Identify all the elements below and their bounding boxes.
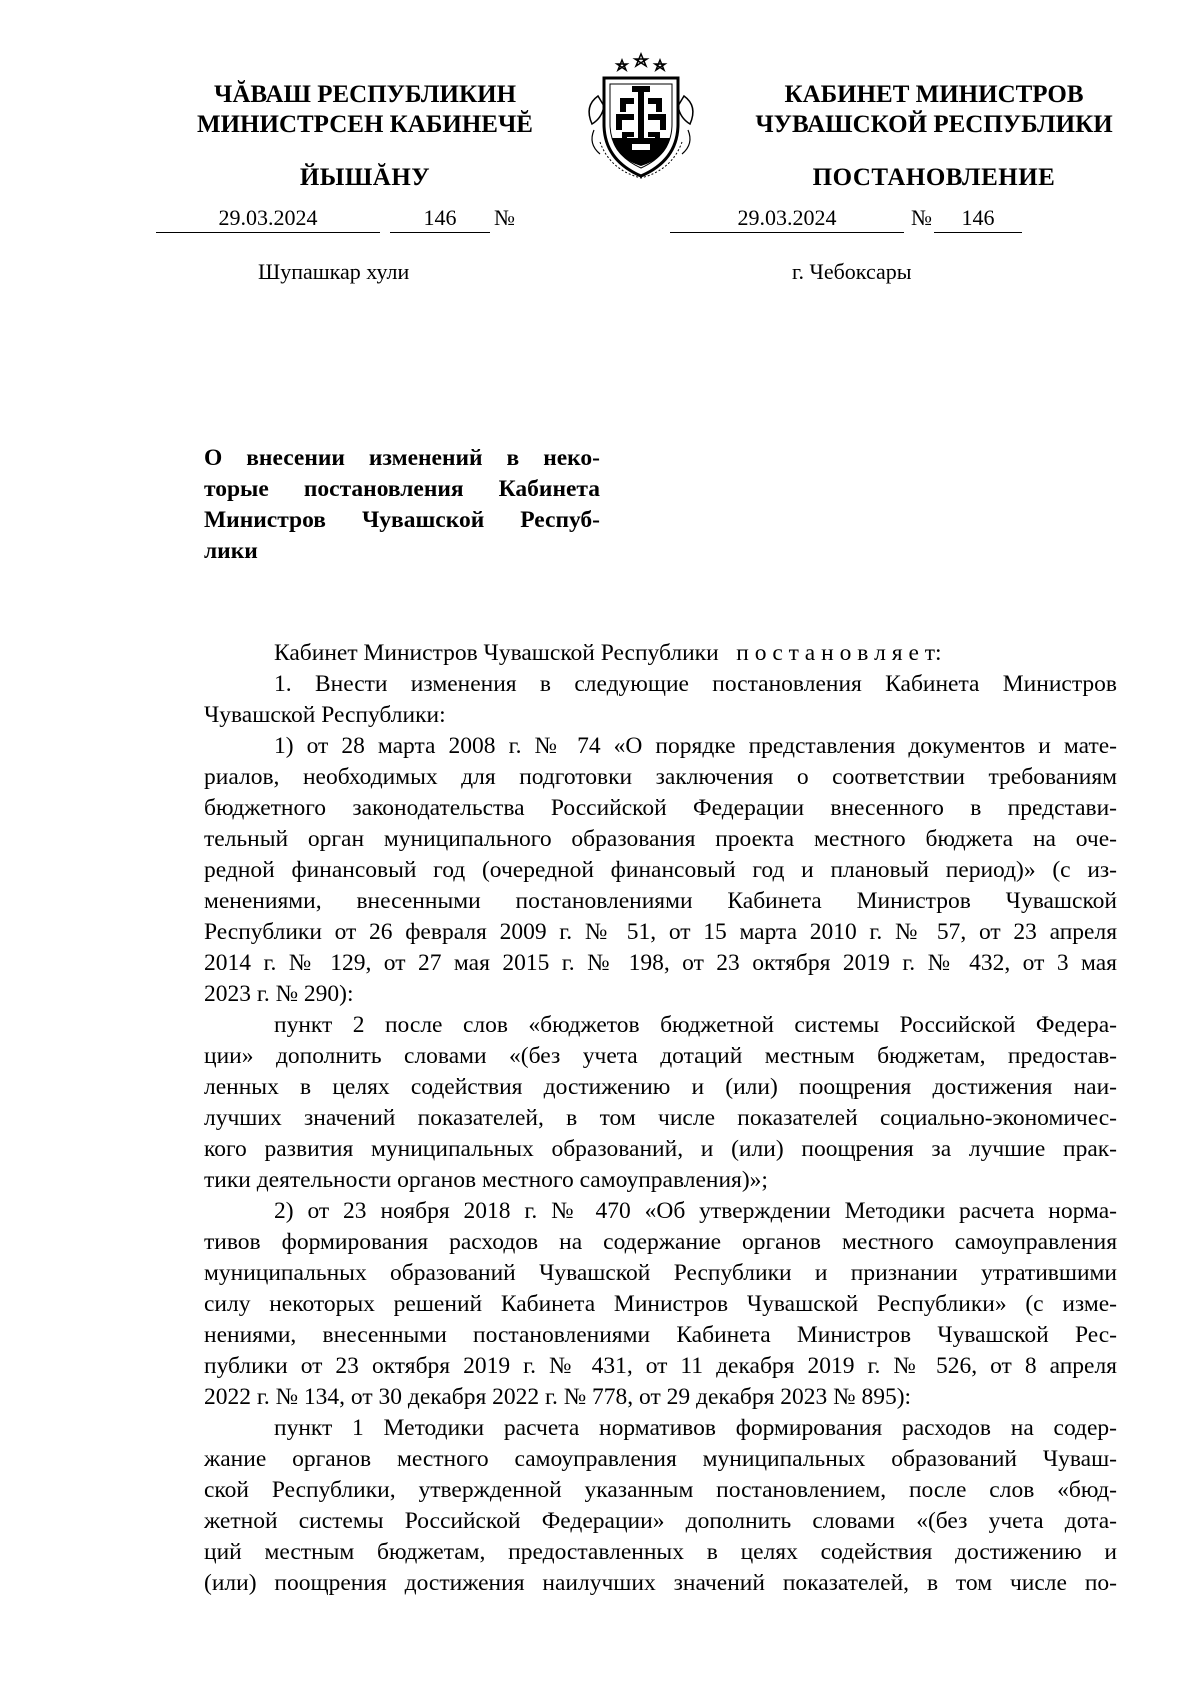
header-left-date: 29.03.2024	[156, 204, 380, 233]
header-left-org-name	[160, 80, 570, 140]
body-line: пункт 1 Методики расчета нормативов формирования расходов на содер-	[274, 1415, 1117, 1441]
body-intro-text: Кабинет Министров Чувашской Республики	[274, 640, 719, 666]
body-line: (или) поощрения достижения наилучших значений показателей, в том числе по-	[204, 1570, 1117, 1596]
header-right-date: 29.03.2024	[670, 204, 904, 233]
subject-line: О внесении изменений в неко-	[204, 445, 600, 471]
body-line: тики деятельности органов местного самоуправления)»;	[204, 1167, 768, 1193]
header-right-number-sign: №	[911, 205, 932, 230]
body-line: публики от 23 октября 2019 г. № 431, от 11 декабря 2019 г. № 526, от 8 апреля	[204, 1353, 1117, 1379]
body-line: бюджетного законодательства Российской Федерации внесенного в представи-	[204, 795, 1117, 821]
header-right-doc-type: ПОСТАНОВЛЕНИЕ	[812, 164, 1056, 191]
document-body	[204, 638, 1117, 1599]
header-left-doc-type: ЙЫШĂНУ	[299, 164, 431, 191]
body-line: ской Республики, утвержденной указанным постановлением, после слов «бюд-	[204, 1477, 1117, 1503]
body-line: жетной системы Российской Федерации» дополнить словами «(без учета дота-	[204, 1508, 1117, 1534]
header-left-org-line2: МИНИСТРСЕН КАБИНЕЧĔ	[197, 111, 533, 138]
document-subject	[204, 443, 600, 567]
body-line: риалов, необходимых для подготовки заключения о соответствии требованиям	[204, 764, 1117, 790]
subject-line: лики	[204, 538, 258, 564]
body-intro	[204, 638, 1117, 669]
body-line: пункт 2 после слов «бюджетов бюджетной системы Российской Федера-	[274, 1012, 1117, 1038]
subject-line: торые постановления Кабинета	[204, 476, 600, 502]
subject-line: Министров Чувашской Респуб-	[204, 507, 600, 533]
body-line: ции» дополнить словами «(без учета дотаций местным бюджетам, предостав-	[204, 1043, 1117, 1069]
body-line: тельный орган муниципального образования проекта местного бюджета на оче-	[204, 826, 1117, 852]
header-left-number-sign: №	[494, 205, 515, 230]
coat-of-arms-icon	[570, 52, 712, 180]
header-left-place: Шупашкар хули	[258, 259, 410, 284]
body-line: кого развития муниципальных образований, и (или) поощрения за лучшие прак-	[204, 1136, 1117, 1162]
body-line: 2014 г. № 129, от 27 мая 2015 г. № 198, от 23 октября 2019 г. № 432, от 3 мая	[204, 950, 1117, 976]
body-line: тивов формирования расходов на содержание органов местного самоуправления	[204, 1229, 1117, 1255]
body-line: ленных в целях содействия достижению и (или) поощрения достижения наи-	[204, 1074, 1117, 1100]
header-right-number: 146	[934, 204, 1022, 233]
body-line: 2023 г. № 290):	[204, 981, 354, 1007]
body-line: жание органов местного самоуправления муниципальных образований Чуваш-	[204, 1446, 1117, 1472]
body-line: менениями, внесенными постановлениями Кабинета Министров Чувашской	[204, 888, 1117, 914]
body-line: 2022 г. № 134, от 30 декабря 2022 г. № 778, от 29 декабря 2023 № 895):	[204, 1384, 912, 1410]
header-left-number: 146	[390, 204, 490, 233]
header-right-org-line2: ЧУВАШСКОЙ РЕСПУБЛИКИ	[755, 111, 1113, 138]
body-line: 1. Внести изменения в следующие постановления Кабинета Министров	[274, 671, 1117, 697]
header-right-org-name	[728, 80, 1140, 140]
body-line: лучших значений показателей, в том числе показателей социально-экономичес-	[204, 1105, 1117, 1131]
body-line: силу некоторых решений Кабинета Министров Чувашской Республики» (с изме-	[204, 1291, 1117, 1317]
body-line: ций местным бюджетам, предоставленных в целях содействия достижению и	[204, 1539, 1117, 1565]
body-line: муниципальных образований Чувашской Республики и признании утратившими	[204, 1260, 1117, 1286]
body-line: нениями, внесенными постановлениями Кабинета Министров Чувашской Рес-	[204, 1322, 1117, 1348]
body-line: редной финансовый год (очередной финансовый год и плановый период)» (с из-	[204, 857, 1117, 883]
header-left-org-line1: ЧĂВАШ РЕСПУБЛИКИН	[213, 81, 517, 108]
header-right-org-line1: КАБИНЕТ МИНИСТРОВ	[784, 81, 1084, 108]
body-line: Республики от 26 февраля 2009 г. № 51, от 15 марта 2010 г. № 57, от 23 апреля	[204, 919, 1117, 945]
body-line: 2) от 23 ноября 2018 г. № 470 «Об утверждении Методики расчета норма-	[274, 1198, 1117, 1224]
body-intro-verb: п о с т а н о в л я е т:	[736, 640, 942, 666]
body-line: 1) от 28 марта 2008 г. № 74 «О порядке представления документов и мате-	[274, 733, 1117, 759]
header-right-place: г. Чебоксары	[792, 259, 912, 284]
body-line: Чувашской Республики:	[204, 702, 446, 728]
